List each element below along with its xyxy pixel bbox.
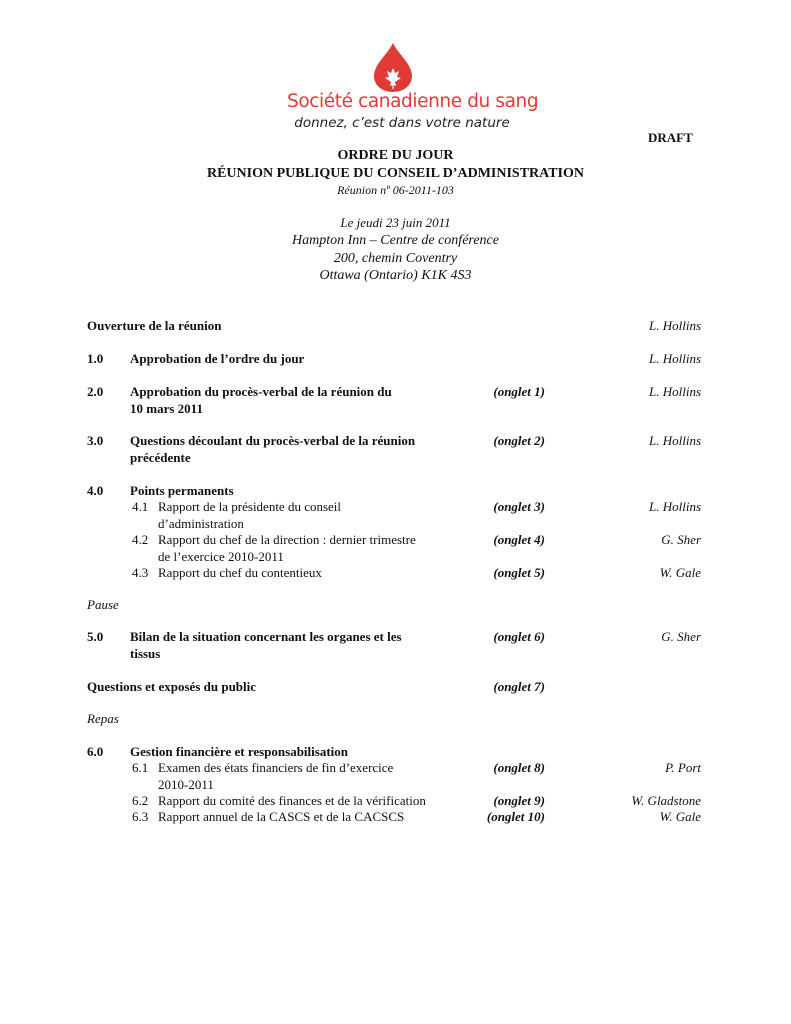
agenda-subitem-number: 6.3: [132, 809, 149, 824]
agenda-subitem-title: Rapport de la présidente du conseil: [158, 499, 342, 514]
agenda-item-number: 5.0: [87, 629, 104, 644]
agenda-item-number: 2.0: [87, 384, 104, 399]
agenda-subitem-title-line: de l’exercice 2010-2011: [158, 548, 284, 564]
agenda-item-tab: (onglet 3): [493, 499, 545, 514]
agenda-item-tab: (onglet 1): [493, 384, 545, 399]
agenda-item-presenter: L. Hollins: [648, 433, 701, 448]
agenda-item-presenter: W. Gale: [659, 809, 701, 824]
meeting-date: Le jeudi 23 juin 2011: [340, 215, 451, 230]
agenda-item-presenter: G. Sher: [661, 629, 701, 644]
agenda-item-presenter: W. Gale: [659, 565, 701, 580]
agenda-item-presenter: L. Hollins: [648, 351, 701, 366]
agenda-item-presenter: L. Hollins: [648, 318, 701, 333]
agenda-item-number: 4.0: [87, 483, 104, 498]
agenda-item-title: Ouverture de la réunion: [87, 318, 222, 333]
page-title: ORDRE DU JOUR: [337, 148, 454, 163]
agenda-item-tab: (onglet 4): [493, 532, 545, 547]
agenda-subitem-number: 4.1: [132, 499, 149, 514]
agenda-item-presenter: G. Sher: [661, 532, 701, 547]
agenda-item-tab: (onglet 8): [493, 760, 545, 775]
agenda-subitem-number: 4.2: [132, 532, 149, 547]
agenda-subitem-title: Rapport annuel de la CASCS et de la CACSCS: [158, 809, 405, 824]
venue-city: Ottawa (Ontario) K1K 4S3: [319, 268, 472, 283]
agenda-item-title: Points permanents: [130, 483, 234, 498]
agenda-subitem-title: Examen des états financiers de fin d’exercice: [158, 760, 394, 775]
agenda-item-title: Gestion financière et responsabilisation: [130, 744, 348, 759]
agenda-item-number: 3.0: [87, 433, 104, 448]
agenda-item-presenter: P. Port: [665, 760, 701, 775]
agenda-item-tab: (onglet 2): [493, 433, 545, 448]
agenda-item-presenter: L. Hollins: [648, 384, 701, 399]
venue-street: 200, chemin Coventry: [333, 251, 458, 266]
agenda-item-presenter: W. Gladstone: [631, 793, 701, 808]
blood-drop-maple-leaf-logo-icon: [364, 42, 422, 92]
agenda-item-tab: (onglet 9): [493, 793, 545, 808]
venue: Hampton Inn – Centre de conférence: [292, 233, 499, 248]
agenda-item-number: 1.0: [87, 351, 104, 366]
agenda-item-title: [130, 433, 460, 466]
agenda-subitem-title-line: 2010-2011: [158, 776, 214, 792]
meal-break: Repas: [87, 711, 119, 726]
agenda-item-title-line: 10 mars 2011: [130, 400, 203, 416]
organization-tagline: donnez, c’est dans votre nature: [294, 115, 510, 131]
draft-label: DRAFT: [648, 130, 693, 145]
agenda-subitem-title: Rapport du comité des finances et de la vérification: [158, 793, 426, 808]
agenda-item-title-line: tissus: [130, 645, 161, 661]
agenda-item-number: 6.0: [87, 744, 104, 759]
agenda-item-tab: (onglet 6): [493, 629, 545, 644]
agenda-item-presenter: L. Hollins: [648, 499, 701, 514]
agenda-item-tab: (onglet 7): [493, 679, 545, 694]
agenda-item-title: Approbation de l’ordre du jour: [130, 351, 305, 366]
agenda-subitem-number: 4.3: [132, 565, 149, 580]
meeting-number: Réunion nº 06-2011-103: [337, 183, 454, 197]
agenda-item-tab: (onglet 10): [486, 809, 545, 824]
page-subtitle: RÉUNION PUBLIQUE DU CONSEIL D’ADMINISTRATION: [206, 166, 584, 181]
agenda-item-title-line: Approbation du procès-verbal de la réunion du: [130, 384, 392, 399]
agenda-item-title: [130, 384, 460, 417]
agenda-item-title-line: précédente: [130, 449, 191, 465]
organization-name: Société canadienne du sang: [287, 91, 539, 112]
agenda-subitem-number: 6.2: [132, 793, 149, 808]
agenda-item-title-line: Bilan de la situation concernant les organes et les: [130, 629, 402, 644]
agenda-subitem-title: Rapport du chef du contentieux: [158, 565, 322, 580]
agenda-item-tab: (onglet 5): [493, 565, 545, 580]
pause-break: Pause: [87, 597, 119, 612]
agenda-item-title-line: Questions découlant du procès-verbal de la réunion: [130, 433, 416, 448]
agenda-item-title: [130, 629, 460, 662]
agenda-subitem-title-line: d’administration: [158, 515, 244, 531]
agenda-item-title: Questions et exposés du public: [87, 679, 257, 694]
agenda-subitem-number: 6.1: [132, 760, 149, 775]
agenda-subitem-title: Rapport du chef de la direction : dernier trimestre: [158, 532, 416, 547]
